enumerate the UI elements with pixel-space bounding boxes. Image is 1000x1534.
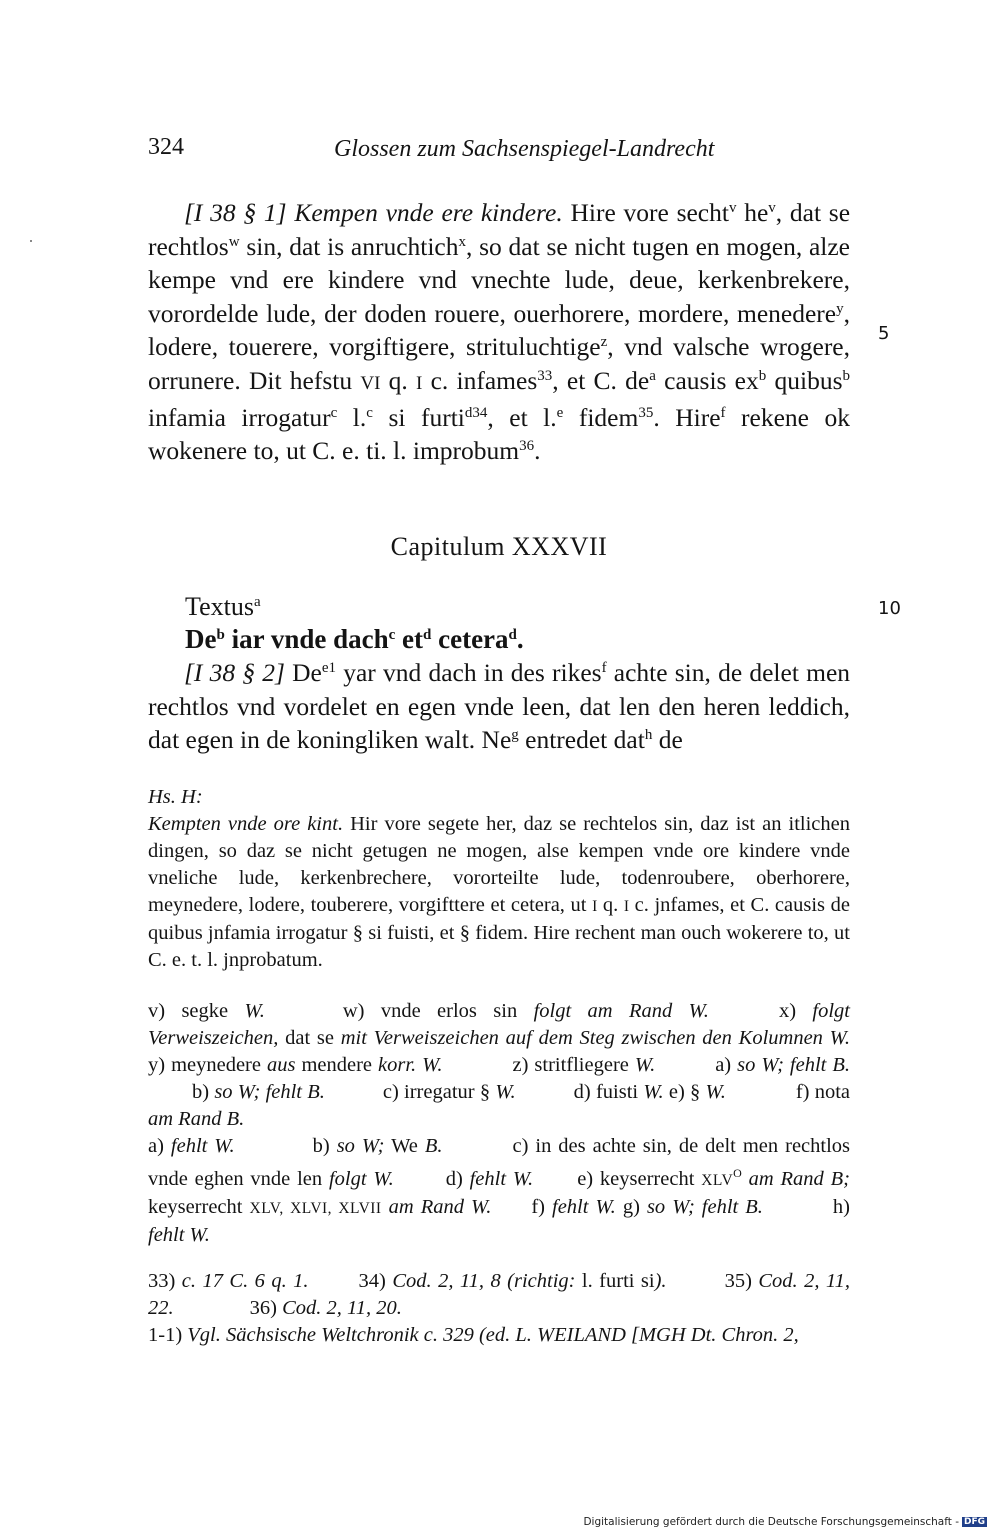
scan-speck	[30, 240, 32, 242]
running-title: Glossen zum Sachsenspiegel-Landrecht	[334, 136, 715, 162]
manuscript-label: Hs. H:	[148, 786, 203, 808]
variant-apparatus-2	[148, 1133, 850, 1249]
gloss-paragraph-1	[148, 196, 850, 468]
textus-text: [I 38 § 2] $De^{e1}$ yar vnd dach in des rikes$^f$ achte sin, de delet men rechtlos vnd vordelet en egen vnde leen, dat len den heren leddich, dat egen in de koningliken walt. Ne$^g$ entredet dat$^h$ de	[148, 658, 851, 755]
source-footnotes	[148, 1268, 850, 1349]
manuscript-h-block	[148, 784, 850, 974]
textus-paragraph	[148, 656, 850, 757]
digitization-credit: Digitalisierung gefördert durch die Deutsche Forschungsgemeinschaft - DFG	[583, 1516, 985, 1528]
gloss-text: [I 38 § 1] Kempen vnde ere kindere. Hire vore secht$^v$ $he^v$, dat se rechtlos$^w$ sin, dat is anruchtich$^x$, so dat se nicht tugen en mogen, alze kempe vnd ere kindere vnd vnechte lude, deue, kerkenbrekere, vorordelde lude, der doden rouere, ouerhorere, mordere, menedere$^y$, lodere, touerere, vorgiftigere, strituluchtige$^z$, vnd valsche wrogere, orrunere. Dit hefstu VI q. I c. infames$^{33}$, et C. $de^a$ causis $ex^b$ quibus$^b$ infamia irrogatur$^c$ l.$^c$ si furti$^{d34}$, et l.$^e$ fidem$^{35}$. Hire$^f$ rekene ok wokenere to, ut C. e. ti. l. improbum$^{36}$.	[148, 198, 851, 466]
variant-notes-text-2: a) fehlt W. b) so W; We B. c) in des achte sin, de delt men rechtlos vnde eghen vnde len folgt W. d) fehlt W. e) keyserrecht $XLV^O$ am Rand B; keyserrecht XLV, XLVI, XLVII am Rand W. f) fehlt W. g) so W; fehlt B. h) fehlt W.	[148, 1135, 851, 1246]
textus-label: Textus$^a$	[185, 592, 261, 621]
source-footnotes-text: 33) c. 17 C. 6 q. 1. 34) Cod. 2, 11, 8 (richtig: l. furti si). 35) Cod. 2, 11, 22. 36) Cod. 2, 11, 20. 1-1) Vgl. Sächsische Weltchronik c. 329 (ed. L. WEILAND [MGH Dt. Chron. 2,	[148, 1270, 851, 1346]
variant-apparatus-1	[148, 998, 850, 1133]
manuscript-text: Kempten vnde ore kint. Hir vore segete her, daz se rechtelos sin, daz ist an itlichen dingen, so daz se nicht getugen ne mogen, alse kempen vnde ore kindere vnde vneliche lude, kerkenbrechere, vororteilte lude, todenroubere, oberhorere, meynedere, lodere, touberere, vorgifttere et cetera, ut I q. I c. jnfames, et C. causis de quibus jnfamia irrogatur § si fuisti, et § fidem. Hire rechent man ouch wokerere to, ut C. e. t. l. jnprobatum.	[148, 813, 851, 971]
variant-notes-text: v) segke W. w) vnde erlos sin folgt am Rand W. x) folgt Verweiszeichen, dat se mit Verweiszeichen auf dem Steg zwischen den Kolumnen W. y) meynedere aus mendere korr. W. z) stritfliegere W. a) so W; fehlt B.b) so W; fehlt B. c) irregatur § W. d) fuisti W. e) § W. f) nota am Rand B.	[148, 1000, 851, 1130]
line-number-5: 5	[878, 323, 890, 344]
chapter-title: Capitulum XXXVII	[390, 532, 608, 561]
dfg-logo-icon: DFG	[963, 1517, 985, 1527]
section-heading: De$^b$ iar vnde dach$^c$ $et^d$ cetera$^d$.	[185, 624, 524, 654]
page-number: 324	[148, 134, 184, 160]
line-number-10: 10	[878, 598, 901, 619]
